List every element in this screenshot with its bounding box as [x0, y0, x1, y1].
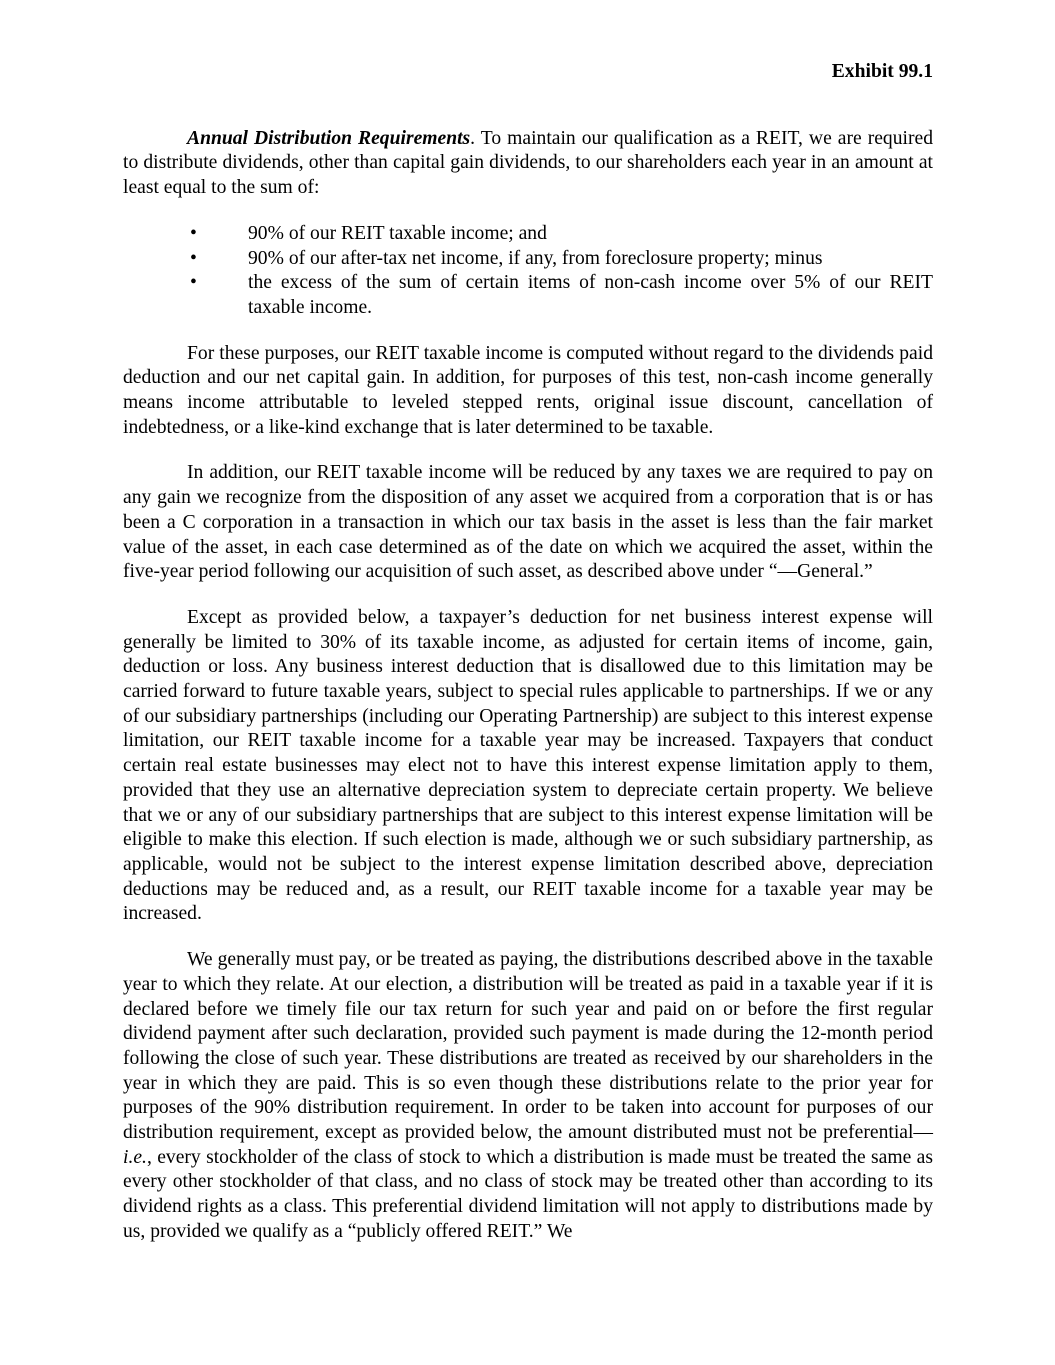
bullet-icon: •: [190, 272, 197, 294]
paragraph-in-addition: In addition, our REIT taxable income will be reduced by any taxes we are required to pay on any gain we recognize from the disposition of any asset we acquired from a corporation that is or has been a C corporation in a transaction in which our tax basis in the asset is less than the fair market value of the asset, in each case determined as of the date on which we acquired the asset, within the five-year period following our acquisition of such asset, as described above under “—General.”: [123, 462, 933, 583]
paragraph-except-as-provided: Except as provided below, a taxpayer’s deduction for net business interest expense will generally be limited to 30% of its taxable income, as adjusted for certain items of income, gain, deduction or loss. Any business interest deduction that is disallowed due to this limitation may be carried forward to future taxable years, subject to special rules applicable to partnerships. If we or any of our subsidiary partnerships (including our Operating Partnership) are subject to this interest expense limitation, our REIT taxable income for a taxable year may be increased. Taxpayers that conduct certain real estate businesses may elect not to have this interest expense limitation apply to them, provided that they use an alternative depreciation system to depreciate certain property. We believe that we or any of our subsidiary partnerships that are subject to this interest expense limitation will be eligible to make this election. If such election is made, although we or such subsidiary partnership, as applicable, would not be subject to the interest expense limitation described above, depreciation deductions may be reduced and, as a result, our REIT taxable income for a taxable year may be increased.: [123, 606, 933, 925]
paragraph-we-generally-must-pay: [123, 948, 933, 1244]
paragraph-text: , every stockholder of the class of stock to which a distribution is made must be treated the same as every other stockholder of that class, and no class of stock may be treated other than according to its dividend rights as a class. This preferential dividend limitation will not apply to distributions made by us, provided we qualify as a “publicly offered REIT.” We: [123, 1146, 933, 1242]
paragraph-for-these-purposes: For these purposes, our REIT taxable income is computed without regard to the dividends paid deduction and our net capital gain. In addition, for purposes of this test, non-cash income generally means income attributable to leveled stepped rents, original issue discount, cancellation of indebtedness, or a like-kind exchange that is later determined to be taxable.: [123, 342, 933, 438]
bullet-icon: •: [190, 247, 197, 269]
paragraph-text: We generally must pay, or be treated as paying, the distributions described above in the taxable year to which they relate. At our election, a distribution will be treated as paid in a taxable year if it is declared before we timely file our tax return for such year and paid on or before the first regular dividend payment after such declaration, provided such payment is made during the 12-month period following the close of such year. These distributions are treated as received by our shareholders in the year in which they are paid. This is so even though these distributions relate to the prior year for purposes of the 90% distribution requirement. In order to be taken into account for purposes of our distribution requirement, except as provided below, the amount distributed must not be preferential—: [123, 949, 933, 1144]
bullet-text: 90% of our after-tax net income, if any, from foreclosure property; minus: [248, 247, 823, 269]
list-item: [123, 271, 933, 320]
bullet-text: 90% of our REIT taxable income; and: [248, 222, 547, 244]
paragraph-text-italic-ie: i.e.: [123, 1146, 147, 1168]
paragraph-text: . To maintain our qualification as a REIT, we are required to distribute dividends, other than capital gain dividends, to our shareholders each year in an amount at least equal to the sum of:: [123, 127, 933, 199]
paragraph-lead-in-heading: Annual Distribution Requirements: [187, 127, 471, 149]
list-item: [123, 222, 933, 247]
bullet-icon: •: [190, 222, 197, 244]
paragraph-annual-distribution-requirements: [123, 127, 933, 201]
bullet-text: the excess of the sum of certain items of non-cash income over 5% of our REIT taxable income.: [248, 272, 933, 318]
exhibit-label: Exhibit 99.1: [831, 61, 933, 82]
bullet-list: [123, 222, 933, 321]
list-item: [123, 247, 933, 272]
